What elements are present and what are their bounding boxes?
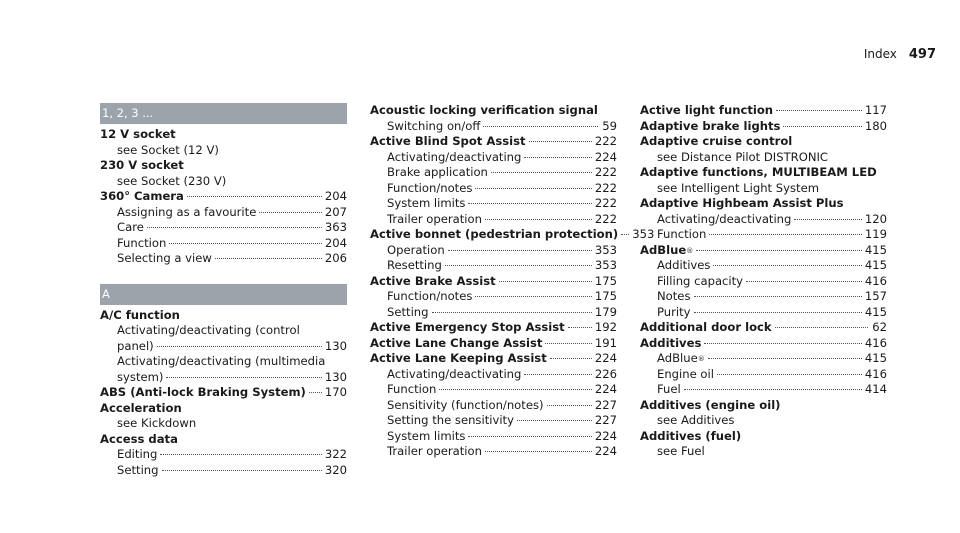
page-reference[interactable]: 180 bbox=[864, 118, 887, 133]
dot-leader bbox=[704, 342, 861, 344]
page-reference[interactable]: 415 bbox=[864, 304, 887, 319]
index-label: Index bbox=[863, 47, 897, 61]
entry-title-text: ABS (Anti-lock Braking System) bbox=[100, 385, 306, 399]
page-reference[interactable]: 204 bbox=[324, 189, 347, 203]
dot-leader bbox=[468, 435, 591, 437]
dot-leader bbox=[432, 311, 592, 313]
page-reference[interactable]: 320 bbox=[324, 462, 347, 477]
index-sub-entry[interactable] bbox=[370, 181, 617, 197]
dot-leader bbox=[717, 373, 862, 375]
entry-title-text: Access data bbox=[100, 431, 178, 446]
index-sub-entry[interactable] bbox=[370, 398, 617, 414]
index-entry bbox=[370, 351, 617, 460]
page-reference[interactable]: 227 bbox=[594, 397, 617, 412]
index-entry bbox=[100, 189, 347, 267]
sub-entry-text: Function/notes bbox=[387, 180, 473, 195]
index-entry-title[interactable] bbox=[640, 165, 887, 181]
index-entry bbox=[640, 119, 887, 135]
dot-leader bbox=[545, 342, 591, 344]
sub-entry-text: Setting bbox=[387, 304, 429, 319]
index-sub-entry[interactable] bbox=[100, 236, 347, 252]
index-entry bbox=[640, 103, 887, 119]
index-entry-title[interactable] bbox=[640, 119, 887, 135]
dot-leader bbox=[187, 195, 322, 197]
dot-leader bbox=[160, 453, 321, 455]
entry-title-text: Additives bbox=[640, 335, 702, 350]
index-entry bbox=[640, 134, 887, 165]
index-entry bbox=[370, 227, 655, 274]
index-sub-entry[interactable] bbox=[370, 367, 617, 383]
index-entry-title[interactable] bbox=[100, 308, 347, 324]
page-reference[interactable]: 224 bbox=[594, 382, 617, 396]
page-reference[interactable]: 191 bbox=[594, 335, 617, 350]
page-reference[interactable]: 119 bbox=[864, 227, 887, 241]
dot-leader bbox=[794, 218, 861, 220]
index-entry-title[interactable] bbox=[370, 134, 617, 150]
index-sub-entry[interactable] bbox=[370, 196, 617, 212]
index-column-3 bbox=[640, 103, 887, 460]
dot-leader bbox=[783, 125, 861, 127]
page-reference[interactable]: 363 bbox=[324, 220, 347, 234]
dot-leader bbox=[524, 373, 591, 375]
index-entry bbox=[640, 243, 887, 321]
index-sub-entry[interactable] bbox=[100, 354, 347, 370]
entry-title-text: Adaptive cruise control bbox=[640, 134, 793, 148]
sub-entry-text: Setting bbox=[117, 462, 159, 477]
page-reference[interactable]: 227 bbox=[594, 413, 617, 427]
page-reference[interactable]: 224 bbox=[594, 149, 617, 164]
dot-leader bbox=[475, 295, 591, 297]
sub-entry-text: see Distance Pilot DISTRONIC bbox=[657, 149, 829, 164]
index-entry-title[interactable] bbox=[370, 274, 617, 290]
entry-title-text: Active Brake Assist bbox=[370, 273, 496, 288]
index-sub-entry[interactable] bbox=[100, 447, 347, 463]
index-sub-entry[interactable] bbox=[640, 305, 887, 321]
dot-leader bbox=[694, 295, 862, 297]
dot-leader bbox=[694, 311, 862, 313]
page-reference[interactable]: 353 bbox=[594, 242, 617, 257]
dot-leader bbox=[215, 257, 322, 259]
sub-entry-text: Trailer operation bbox=[387, 444, 482, 458]
dot-leader bbox=[550, 357, 592, 359]
index-entry bbox=[370, 320, 617, 336]
page-reference[interactable]: 192 bbox=[594, 320, 617, 334]
dot-leader bbox=[439, 388, 592, 390]
index-entry-title[interactable] bbox=[100, 432, 347, 448]
index-sub-entry[interactable] bbox=[640, 150, 887, 166]
index-entry bbox=[640, 196, 887, 243]
index-entry bbox=[100, 308, 347, 386]
page-reference[interactable]: 157 bbox=[864, 289, 887, 303]
index-entry bbox=[370, 274, 617, 321]
index-entry bbox=[100, 158, 347, 189]
index-sub-entry[interactable] bbox=[370, 243, 617, 259]
index-sub-entry[interactable] bbox=[100, 143, 347, 159]
sub-entry-text: system) bbox=[117, 369, 164, 384]
sub-entry-text: Function bbox=[657, 227, 707, 241]
index-entry-title[interactable] bbox=[370, 103, 617, 119]
sub-entry-text: Activating/deactivating bbox=[387, 149, 522, 164]
sub-entry-text: Activating/deactivating bbox=[387, 366, 522, 381]
dot-leader bbox=[448, 249, 592, 251]
sub-entry-text: Care bbox=[117, 220, 144, 234]
sub-entry-text: Function bbox=[117, 235, 167, 250]
page-reference[interactable]: 222 bbox=[594, 165, 617, 179]
index-entry-title[interactable] bbox=[640, 134, 887, 150]
index-entry bbox=[370, 103, 617, 134]
index-sub-entry[interactable] bbox=[370, 165, 617, 181]
index-sub-entry[interactable] bbox=[640, 227, 887, 243]
index-sub-entry[interactable] bbox=[370, 258, 617, 274]
sub-entry-text: Fuel bbox=[657, 382, 681, 396]
dot-leader bbox=[621, 233, 629, 235]
index-sub-entry[interactable] bbox=[370, 150, 617, 166]
index-entry bbox=[100, 385, 347, 401]
index-entry-title[interactable] bbox=[640, 336, 887, 352]
sub-entry-text: see Socket (230 V) bbox=[117, 173, 227, 188]
sub-entry-text: Trailer operation bbox=[387, 211, 482, 226]
index-sub-entry[interactable] bbox=[640, 258, 887, 274]
page-reference[interactable]: 416 bbox=[864, 335, 887, 350]
entry-title-text: 12 V socket bbox=[100, 127, 176, 141]
index-column-2 bbox=[370, 103, 655, 460]
index-entry-title[interactable] bbox=[100, 401, 347, 417]
dot-leader bbox=[529, 140, 592, 142]
dot-leader bbox=[517, 419, 592, 421]
entry-title-text: Active Blind Spot Assist bbox=[370, 134, 526, 148]
page-header bbox=[864, 47, 936, 62]
index-sub-entry[interactable] bbox=[370, 119, 617, 135]
sub-entry-text: Brake application bbox=[387, 165, 488, 179]
index-sub-entry[interactable] bbox=[640, 212, 887, 228]
index-entry bbox=[640, 429, 887, 460]
index-entry-title[interactable] bbox=[100, 385, 347, 401]
page-reference[interactable]: 414 bbox=[864, 382, 887, 396]
dot-leader bbox=[485, 450, 592, 452]
sub-entry-text: Sensitivity (function/notes) bbox=[387, 397, 544, 412]
entry-title-text: Additives (engine oil) bbox=[640, 397, 781, 412]
page-reference[interactable]: 222 bbox=[594, 211, 617, 226]
index-entry-title[interactable] bbox=[640, 243, 887, 259]
index-sub-entry[interactable] bbox=[370, 413, 617, 429]
entry-title-text: 230 V socket bbox=[100, 158, 184, 172]
sub-entry-text: System limits bbox=[387, 196, 466, 210]
sub-entry-text: see Fuel bbox=[657, 444, 705, 458]
entry-title-text: Adaptive brake lights bbox=[640, 118, 781, 133]
dot-leader bbox=[166, 376, 321, 378]
dot-leader bbox=[499, 280, 592, 282]
dot-leader bbox=[696, 249, 862, 251]
entry-title-text: Acoustic locking verification signal bbox=[370, 103, 598, 117]
dot-leader bbox=[547, 404, 592, 406]
sub-entry-text: System limits bbox=[387, 428, 466, 443]
entry-title-text: Active bonnet (pedestrian protection) bbox=[370, 227, 619, 241]
index-sub-entry[interactable] bbox=[640, 367, 887, 383]
sub-entry-text: see Additives bbox=[657, 413, 735, 427]
index-sub-entry[interactable] bbox=[640, 382, 887, 398]
index-sub-entry[interactable] bbox=[370, 212, 617, 228]
index-sub-entry[interactable] bbox=[640, 289, 887, 305]
index-entry-title[interactable] bbox=[640, 103, 887, 119]
entry-title-text: Acceleration bbox=[100, 400, 182, 415]
index-sub-entry[interactable] bbox=[100, 323, 347, 339]
sub-entry-text: see Intelligent Light System bbox=[657, 180, 820, 195]
index-sub-entry[interactable] bbox=[100, 416, 347, 432]
dot-leader bbox=[468, 202, 591, 204]
sub-entry-text: Selecting a view bbox=[117, 251, 212, 265]
page-reference[interactable]: 353 bbox=[632, 227, 655, 241]
registered-mark: ® bbox=[686, 246, 694, 255]
entry-title-text: Active Lane Keeping Assist bbox=[370, 351, 547, 365]
index-entry bbox=[640, 398, 887, 429]
index-sub-entry[interactable] bbox=[640, 351, 887, 367]
entry-title-text: Active Lane Change Assist bbox=[370, 335, 543, 350]
page-reference[interactable]: 353 bbox=[594, 258, 617, 272]
page-reference[interactable]: 224 bbox=[594, 444, 617, 458]
page-reference[interactable]: 415 bbox=[864, 258, 887, 272]
page-reference[interactable]: 415 bbox=[864, 351, 887, 365]
page-reference[interactable]: 416 bbox=[864, 273, 887, 288]
sub-entry-text: see Socket (12 V) bbox=[117, 142, 219, 157]
page-reference[interactable]: 130 bbox=[324, 369, 347, 384]
dot-leader bbox=[259, 211, 322, 213]
index-sub-entry[interactable] bbox=[100, 463, 347, 479]
index-sub-entry[interactable] bbox=[370, 289, 617, 305]
index-entry-title[interactable] bbox=[370, 336, 617, 352]
dot-leader bbox=[524, 156, 591, 158]
section-heading: A bbox=[100, 284, 347, 305]
registered-mark: ® bbox=[697, 355, 705, 363]
sub-entry-text: Assigning as a favourite bbox=[117, 204, 257, 219]
sub-entry-text: see Kickdown bbox=[117, 416, 197, 430]
page-reference[interactable]: 224 bbox=[594, 351, 617, 365]
dot-leader bbox=[169, 242, 322, 244]
sub-entry-text: Notes bbox=[657, 289, 691, 303]
index-sub-entry[interactable] bbox=[370, 429, 617, 445]
page-reference[interactable]: 206 bbox=[324, 251, 347, 265]
sub-entry-text: Resetting bbox=[387, 258, 442, 272]
index-sub-entry[interactable] bbox=[100, 205, 347, 221]
sub-entry-text: Setting the sensitivity bbox=[387, 413, 514, 427]
page-reference[interactable]: 415 bbox=[864, 242, 887, 257]
dot-leader bbox=[475, 187, 591, 189]
dot-leader bbox=[162, 469, 322, 471]
index-entry-title[interactable] bbox=[370, 227, 655, 243]
index-sub-entry[interactable] bbox=[370, 305, 617, 321]
index-entry-title[interactable] bbox=[640, 320, 887, 336]
sub-entry-text: Switching on/off bbox=[387, 118, 481, 133]
index-sub-entry[interactable] bbox=[100, 251, 347, 267]
index-sub-entry[interactable] bbox=[370, 382, 617, 398]
index-entry-title[interactable] bbox=[640, 196, 887, 212]
entry-title-text: 360° Camera bbox=[100, 189, 184, 203]
entry-title-text: Additional door lock bbox=[640, 320, 772, 334]
index-entry bbox=[100, 432, 347, 479]
index-sub-entry[interactable] bbox=[640, 181, 887, 197]
sub-entry-text: Function/notes bbox=[387, 289, 473, 303]
page-reference[interactable]: 130 bbox=[324, 338, 347, 353]
entry-title-text: Additives (fuel) bbox=[640, 428, 742, 443]
sub-entry-text: Function bbox=[387, 382, 437, 396]
page-number: 497 bbox=[908, 47, 936, 62]
dot-leader bbox=[491, 171, 592, 173]
sub-entry-text: Editing bbox=[117, 447, 158, 461]
page-reference[interactable]: 62 bbox=[872, 320, 887, 334]
page-reference[interactable]: 120 bbox=[864, 211, 887, 226]
page-reference[interactable]: 170 bbox=[324, 385, 347, 399]
index-sub-entry[interactable] bbox=[640, 274, 887, 290]
index-entry-title[interactable] bbox=[100, 189, 347, 205]
index-entry bbox=[640, 165, 887, 196]
page-reference[interactable]: 222 bbox=[594, 134, 617, 148]
sub-entry-text: Operation bbox=[387, 242, 445, 257]
page-reference[interactable]: 204 bbox=[324, 235, 347, 250]
index-entry bbox=[370, 336, 617, 352]
entry-title-text: A/C function bbox=[100, 307, 180, 322]
entry-title-text: Active Emergency Stop Assist bbox=[370, 320, 565, 334]
page-reference[interactable]: 179 bbox=[594, 304, 617, 319]
index-entry-title[interactable] bbox=[370, 320, 617, 336]
dot-leader bbox=[568, 326, 592, 328]
index-entry-title[interactable] bbox=[100, 158, 347, 174]
page-reference[interactable]: 322 bbox=[324, 447, 347, 461]
entry-title-text: AdBlue bbox=[640, 242, 687, 257]
dot-leader bbox=[776, 109, 862, 111]
dot-leader bbox=[708, 357, 862, 359]
index-entry-title[interactable] bbox=[370, 351, 617, 367]
index-column-1 bbox=[100, 103, 347, 478]
page-reference[interactable]: 226 bbox=[594, 366, 617, 381]
index-sub-entry[interactable] bbox=[100, 370, 347, 386]
page-reference[interactable]: 117 bbox=[864, 103, 887, 117]
entry-title-text: Adaptive Highbeam Assist Plus bbox=[640, 196, 844, 210]
index-sub-entry[interactable] bbox=[100, 220, 347, 236]
index-sub-entry[interactable] bbox=[100, 339, 347, 355]
index-entry-title[interactable] bbox=[640, 398, 887, 414]
dot-leader bbox=[445, 264, 592, 266]
index-entry bbox=[100, 127, 347, 158]
page-reference[interactable]: 175 bbox=[594, 273, 617, 288]
page-reference[interactable]: 175 bbox=[594, 289, 617, 303]
section-heading: 1, 2, 3 ... bbox=[100, 103, 347, 124]
index-entry-title[interactable] bbox=[640, 429, 887, 445]
dot-leader bbox=[713, 264, 861, 266]
entry-title-text: Adaptive functions, MULTIBEAM LED bbox=[640, 165, 877, 179]
dot-leader bbox=[709, 233, 862, 235]
dot-leader bbox=[746, 280, 862, 282]
dot-leader bbox=[147, 226, 322, 228]
sub-entry-text: Purity bbox=[657, 304, 691, 319]
sub-entry-text: Engine oil bbox=[657, 366, 714, 381]
page-reference[interactable]: 59 bbox=[602, 118, 617, 133]
sub-entry-text: Activating/deactivating (control bbox=[117, 323, 300, 337]
index-entry bbox=[370, 134, 617, 227]
dot-leader bbox=[483, 125, 598, 127]
dot-leader bbox=[775, 326, 868, 328]
page-reference[interactable]: 222 bbox=[594, 180, 617, 195]
index-sub-entry[interactable] bbox=[640, 444, 887, 460]
index-entry bbox=[640, 320, 887, 336]
sub-entry-text: Activating/deactivating bbox=[657, 211, 792, 226]
index-entry bbox=[100, 401, 347, 432]
dot-leader bbox=[684, 388, 862, 390]
sub-entry-text: panel) bbox=[117, 338, 154, 353]
sub-entry-text: Activating/deactivating (multimedia bbox=[117, 354, 326, 368]
index-entry-title[interactable] bbox=[100, 127, 347, 143]
dot-leader bbox=[485, 218, 592, 220]
index-sub-entry[interactable] bbox=[100, 174, 347, 190]
entry-title-text: Active light function bbox=[640, 103, 774, 117]
sub-entry-text: AdBlue bbox=[657, 351, 698, 365]
page-reference[interactable]: 207 bbox=[324, 204, 347, 219]
page-reference[interactable]: 224 bbox=[594, 428, 617, 443]
dot-leader bbox=[157, 345, 322, 347]
index-entry bbox=[640, 336, 887, 398]
sub-entry-text: Additives bbox=[657, 258, 711, 272]
index-sub-entry[interactable] bbox=[640, 413, 887, 429]
dot-leader bbox=[309, 391, 322, 393]
index-sub-entry[interactable] bbox=[370, 444, 617, 460]
page-reference[interactable]: 222 bbox=[594, 196, 617, 210]
sub-entry-text: Filling capacity bbox=[657, 273, 744, 288]
page-reference[interactable]: 416 bbox=[864, 366, 887, 381]
